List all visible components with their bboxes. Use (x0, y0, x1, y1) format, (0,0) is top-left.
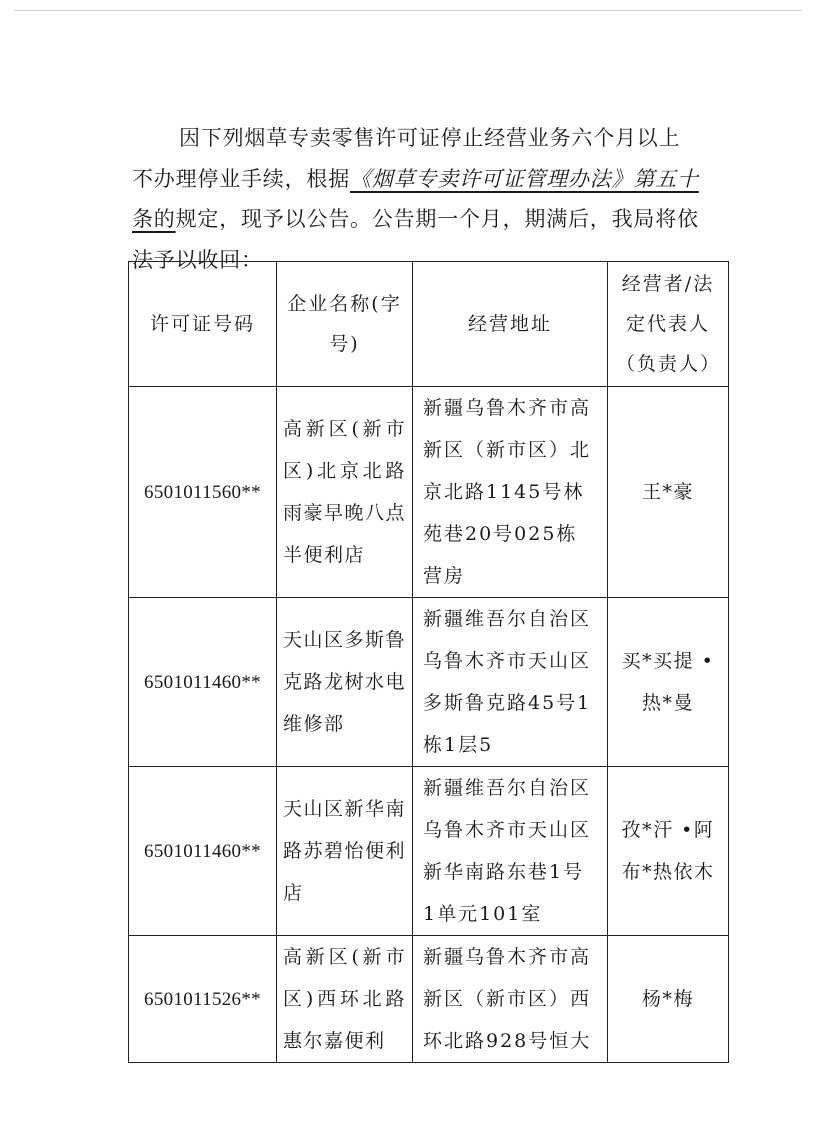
address-cell: 新疆维吾尔自治区乌鲁木齐市天山区多斯鲁克路45号1栋1层5 (413, 598, 608, 767)
intro-line-4: 法予以收回： (132, 247, 263, 272)
table-row (129, 387, 729, 598)
operator-cell: 杨*梅 (608, 936, 729, 1063)
header-address: 经营地址 (413, 262, 608, 387)
table-row (129, 767, 729, 936)
notice-intro (132, 118, 732, 280)
license-number-cell: 6501011526** (129, 936, 277, 1063)
header-license-number: 许可证号码 (129, 262, 277, 387)
license-number-cell: 6501011460** (129, 767, 277, 936)
license-number-cell: 6501011560** (129, 387, 277, 598)
header-operator: 经营者/法定代表人（负责人） (608, 262, 729, 387)
license-revocation-table (128, 261, 729, 1063)
operator-cell: 买*买提 •热*曼 (608, 598, 729, 767)
table-header-row (129, 262, 729, 387)
intro-line-2: 不办理停业手续，根据《烟草专卖许可证管理办法》第五十 (132, 166, 699, 191)
scan-edge-line (14, 10, 802, 11)
operator-cell: 孜*汗 •阿布*热依木 (608, 767, 729, 936)
table-row (129, 598, 729, 767)
intro-line-3: 条的规定，现予以公告。公告期一个月，期满后，我局将依 (132, 207, 699, 231)
operator-cell: 王*豪 (608, 387, 729, 598)
license-number-cell: 6501011460** (129, 598, 277, 767)
business-name-cell: 天山区新华南路苏碧怡便利店 (277, 767, 413, 936)
address-cell: 新疆乌鲁木齐市高新区（新市区）北京北路1145号林苑巷20号025栋营房 (413, 387, 608, 598)
business-name-cell: 高新区(新市区)西环北路惠尔嘉便利 (277, 936, 413, 1063)
address-cell: 新疆乌鲁木齐市高新区（新市区）西环北路928号恒大 (413, 936, 608, 1063)
regulation-article: 条的 (132, 207, 176, 231)
business-name-cell: 高新区(新市区)北京北路雨豪早晚八点半便利店 (277, 387, 413, 598)
table-row (129, 936, 729, 1063)
address-cell: 新疆维吾尔自治区乌鲁木齐市天山区新华南路东巷1号1单元101室 (413, 767, 608, 936)
intro-line-1: 因下列烟草专卖零售许可证停止经营业务六个月以上 (179, 126, 681, 150)
business-name-cell: 天山区多斯鲁克路龙树水电维修部 (277, 598, 413, 767)
header-business-name: 企业名称(字号) (277, 262, 413, 387)
regulation-title: 《烟草专卖许可证管理办法》第五十 (350, 166, 699, 191)
